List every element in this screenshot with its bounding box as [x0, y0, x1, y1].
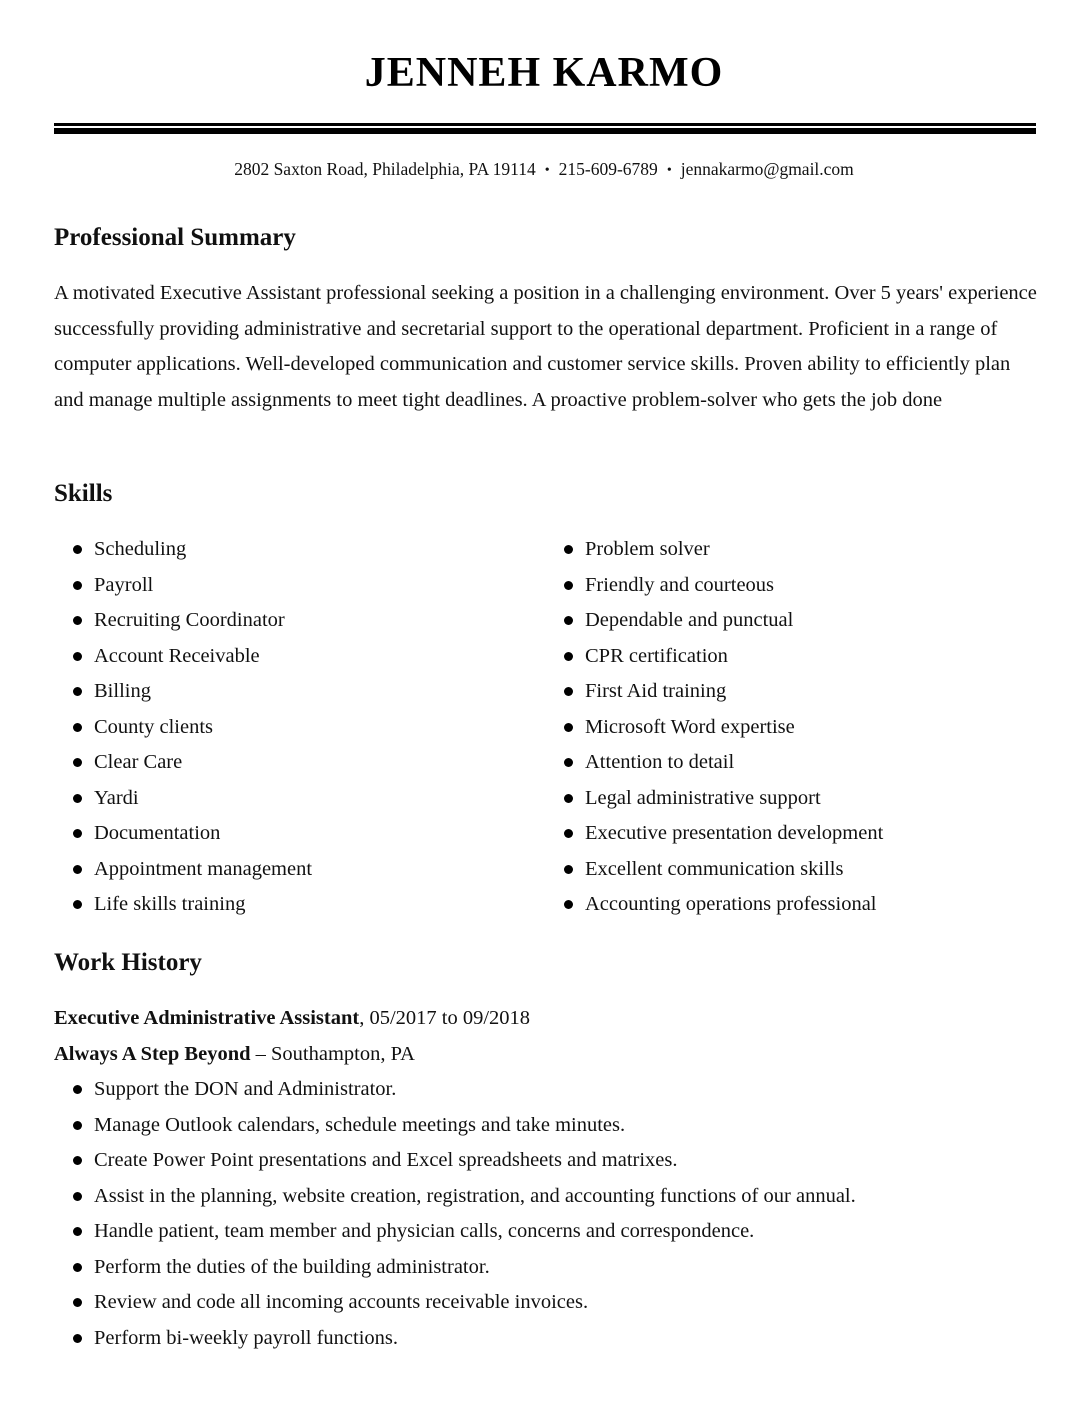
bullet-icon: [564, 723, 573, 732]
duty-item-text: Support the DON and Administrator.: [94, 1078, 397, 1100]
skill-item: [72, 710, 532, 746]
skill-item-text: County clients: [94, 715, 214, 738]
skill-item: [563, 674, 1043, 710]
skill-item: [72, 568, 532, 604]
skill-item-text: Billing: [94, 680, 151, 703]
skill-item-text: Attention to detail: [585, 751, 735, 774]
skill-item-text: Accounting operations professional: [585, 893, 877, 916]
header-divider-thick: [54, 128, 1036, 134]
skill-item: [563, 781, 1043, 817]
section-title-work-history: Work History: [54, 949, 202, 976]
candidate-name: JENNEH KARMO: [364, 50, 724, 96]
skill-item: [563, 603, 1043, 639]
skill-item-text: Documentation: [94, 822, 221, 845]
duty-item: [72, 1321, 1052, 1357]
skill-item: [563, 568, 1043, 604]
bullet-icon: [564, 687, 573, 696]
bullet-icon: [564, 545, 573, 554]
duty-item: [72, 1285, 1052, 1321]
bullet-icon: [73, 1085, 82, 1094]
bullet-icon: [564, 829, 573, 838]
skill-item-text: Executive presentation development: [585, 822, 884, 845]
job-duties-list: [72, 1072, 1052, 1356]
skill-item: [72, 674, 532, 710]
skill-item-text: Payroll: [94, 573, 154, 596]
skill-item-text: First Aid training: [585, 680, 727, 703]
skill-item-text: Life skills training: [94, 893, 246, 916]
bullet-icon: [73, 545, 82, 554]
bullet-icon: [564, 865, 573, 874]
skill-item-text: Account Receivable: [94, 644, 260, 667]
bullet-icon: [73, 900, 82, 909]
bullet-icon: [73, 1121, 82, 1130]
skill-item: [563, 852, 1043, 888]
job-location: – Southampton, PA: [250, 1043, 415, 1065]
skill-item: [72, 852, 532, 888]
duty-item-text: Perform bi-weekly payroll functions.: [94, 1326, 399, 1349]
bullet-separator-icon: •: [544, 163, 550, 178]
job-dates: , 05/2017 to 09/2018: [359, 1007, 531, 1029]
duty-item: [72, 1179, 1052, 1215]
bullet-icon: [73, 1298, 82, 1307]
skill-item: [72, 532, 532, 568]
skill-item: [563, 710, 1043, 746]
duty-item: [72, 1250, 1052, 1286]
bullet-icon: [564, 758, 573, 767]
skill-item: [72, 745, 532, 781]
section-title-skills: Skills: [54, 480, 113, 507]
skill-item: [72, 781, 532, 817]
duty-item: [72, 1072, 1052, 1108]
bullet-icon: [564, 616, 573, 625]
skill-item: [72, 887, 532, 923]
contact-line: [0, 157, 1088, 183]
bullet-icon: [73, 687, 82, 696]
skill-item: [563, 745, 1043, 781]
skill-item: [563, 639, 1043, 675]
skill-item-text: Recruiting Coordinator: [94, 609, 285, 632]
skill-item-text: Clear Care: [94, 751, 183, 774]
section-title-summary: Professional Summary: [54, 224, 296, 251]
duty-item-text: Create Power Point presentations and Excel spreadsheets and matrixes.: [94, 1149, 678, 1172]
bullet-icon: [73, 758, 82, 767]
skill-item-text: Yardi: [94, 786, 139, 809]
bullet-icon: [564, 652, 573, 661]
skill-item: [72, 639, 532, 675]
bullet-icon: [73, 616, 82, 625]
bullet-separator-icon: •: [666, 163, 672, 178]
skill-item-text: Excellent communication skills: [585, 857, 844, 880]
skill-item: [563, 816, 1043, 852]
skill-item-text: Microsoft Word expertise: [585, 715, 795, 738]
bullet-icon: [73, 1334, 82, 1343]
job-title-line: [54, 1003, 530, 1033]
skill-item-text: CPR certification: [585, 644, 728, 667]
bullet-icon: [73, 1263, 82, 1272]
phone: 215-609-6789: [558, 159, 658, 179]
bullet-icon: [564, 900, 573, 909]
duty-item-text: Assist in the planning, website creation, registration, and accounting functions of our annual.: [94, 1184, 856, 1207]
skill-item-text: Problem solver: [585, 538, 710, 560]
duty-item-text: Review and code all incoming accounts receivable invoices.: [94, 1291, 589, 1314]
duty-item: [72, 1143, 1052, 1179]
duty-item: [72, 1214, 1052, 1250]
bullet-icon: [564, 581, 573, 590]
bullet-icon: [564, 794, 573, 803]
job-position: Executive Administrative Assistant: [54, 1007, 360, 1029]
job-company: Always A Step Beyond: [54, 1043, 251, 1065]
skill-item-text: Dependable and punctual: [585, 609, 794, 632]
skills-list-left: [72, 532, 532, 923]
bullet-icon: [73, 829, 82, 838]
duty-item: [72, 1108, 1052, 1144]
duty-item-text: Handle patient, team member and physician calls, concerns and correspondence.: [94, 1220, 755, 1243]
bullet-icon: [73, 1192, 82, 1201]
bullet-icon: [73, 1227, 82, 1236]
bullet-icon: [73, 1156, 82, 1165]
skill-item-text: Appointment management: [94, 857, 313, 880]
bullet-icon: [73, 723, 82, 732]
job-company-line: [54, 1039, 415, 1069]
summary-text: A motivated Executive Assistant professional seeking a position in a challenging environment. Over 5 years' experience successfully providing administrative and secretarial support to the operational department. Proficient in a range of computer applications. Well-developed communication and customer service skills. Proven ability to efficiently plan and manage multiple assignments to meet tight deadlines. A proactive problem-solver who gets the job done: [54, 282, 1037, 411]
skill-item-text: Friendly and courteous: [585, 573, 775, 596]
bullet-icon: [73, 581, 82, 590]
bullet-icon: [73, 652, 82, 661]
duty-item-text: Manage Outlook calendars, schedule meetings and take minutes.: [94, 1113, 626, 1136]
skill-item-text: Scheduling: [94, 538, 187, 560]
address: 2802 Saxton Road, Philadelphia, PA 19114: [234, 159, 536, 179]
header-divider-thin: [54, 123, 1036, 126]
email: jennakarmo@gmail.com: [680, 159, 854, 179]
duty-item-text: Perform the duties of the building administrator.: [94, 1255, 490, 1278]
bullet-icon: [73, 865, 82, 874]
skill-item: [72, 816, 532, 852]
bullet-icon: [73, 794, 82, 803]
skill-item: [563, 887, 1043, 923]
skill-item: [563, 532, 1043, 568]
skill-item-text: Legal administrative support: [585, 786, 821, 809]
skill-item: [72, 603, 532, 639]
skills-list-right: [563, 532, 1043, 923]
